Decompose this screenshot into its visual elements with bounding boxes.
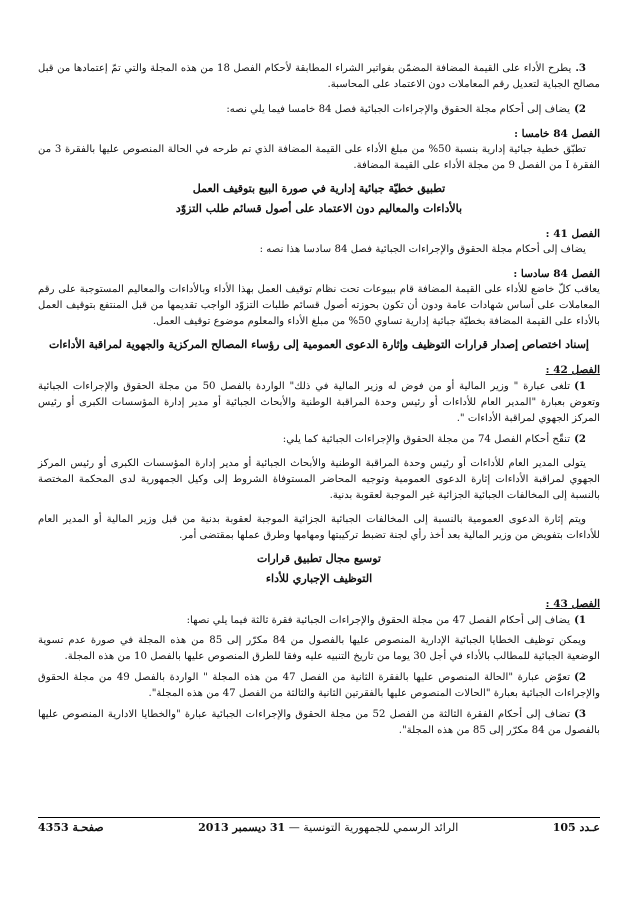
page-number: صفحـة 4353 bbox=[38, 821, 104, 834]
item-text: تعوّض عبارة "الحالة المنصوص عليها بالفقرة الثانية من الفصل 47 من هذه المجلة " الواردة بالفصل 49 من مجلة الحقوق والإجراءات الجبائية بعبارة "الحالات المنصوص عليها بالفقرتين الثانية والثالثة من الفصل 47 من هذه المجلة". bbox=[38, 672, 600, 699]
chapter-42-item-1 bbox=[38, 378, 600, 427]
item-number: 2) bbox=[574, 433, 586, 445]
item-text: تلغى عبارة " وزير المالية أو من فوض له وزير المالية في ذلك" الواردة بالفصل 50 من مجلة الحقوق والإجراءات الجبائية وتعوض بعبارة "المدير العام للأداءات أو رئيس وحدة المراقبة الوطنية والأبحاث الجبائية أو مدير إدارة المؤسسات الكبرى أو رئيس المركز الجهوي لمراقبة الأداءات ". bbox=[38, 381, 600, 424]
chapter-84-5-heading: الفصل 84 خامسا : bbox=[514, 128, 600, 140]
chapter-43-quote: ويمكن توظيف الخطايا الجبائية الإدارية المنصوص عليها بالفصول من 84 مكرّر إلى 85 من هذه المجلة في صورة عدم تسوية الوضعية الجبائية للمطالب بالأداء في أجل 30 يوما من تاريخ التنبيه عليه وفقا للطرق المنصوص عليها بالفصل 10 من هذه المجلة. bbox=[38, 635, 600, 662]
issue-number: عـدد 105 bbox=[552, 821, 600, 834]
chapter-84-6-text: يعاقب كلّ خاضع للأداء على القيمة المضافة قام ببيوعات تحت نظام توقيف العمل بهذا الأداء وبالأداءات والمعاليم المستوجبة على رقم المعاملات على أساس شهادات عامة ودون أن تكون بحوزته أصول قسائم طلبات التزوّد الواجب تقديمها من قبل المنتفع بتوقيف العمل بالأداء على القيمة المضافة بخطيّة جبائية إدارية تساوي 50% من مبلغ الأداء والمعلوم موضوع توقيف العمل. bbox=[38, 284, 600, 327]
item-number: 1) bbox=[574, 380, 587, 392]
section-title-c-line2: التوظيف الإجباري للأداء bbox=[265, 572, 373, 585]
journal-name: الرائد الرسمي للجمهورية التونسية — bbox=[288, 821, 459, 834]
chapter-43-item-1 bbox=[38, 612, 600, 629]
section-title-c-line1: توسيع مجال تطبيق قرارات bbox=[257, 552, 381, 565]
publication-date: 31 ديسمبر 2013 bbox=[198, 821, 286, 834]
paragraph-3 bbox=[38, 60, 600, 93]
item-number: 2) bbox=[574, 671, 586, 683]
chapter-43-item-3 bbox=[38, 706, 600, 739]
chapter-43-heading: الفصل 43 : bbox=[545, 598, 600, 610]
paragraph-2 bbox=[38, 101, 600, 118]
item-number: 3. bbox=[575, 62, 586, 74]
journal-line bbox=[198, 821, 458, 834]
item-text: يضاف إلى أحكام الفصل 47 من مجلة الحقوق والإجراءات الجبائية فقرة ثالثة فيما يلي نصها: bbox=[186, 615, 571, 626]
item-number: 1) bbox=[574, 614, 586, 626]
chapter-42-quote-2: ويتم إثارة الدعوى العمومية بالنسبة إلى المخالفات الجبائية الجزائية الموجبة لعقوبة بدنية من قبل وزير المالية أو المدير العام للأداءات بتفويض من وزير المالية بعد أخذ رأي لجنة تضبط تركيبتها ومهامها وطرق عملها بمقتضى أمر. bbox=[38, 514, 600, 541]
section-title-a-line2: بالأداءات والمعاليم دون الاعتماد على أصول قسائم طلب التزوّد bbox=[175, 202, 463, 215]
chapter-84-5-text: تطبّق خطية جبائية إدارية بنسبة 50% من مبلغ الأداء على القيمة المضافة الذي تم طرحه في الحالة المنصوص عليها بالفقرة 3 من الفقرة I من الفصل 9 من مجلة الأداء على القيمة المضافة. bbox=[38, 144, 600, 171]
chapter-84-6-heading: الفصل 84 سادسا : bbox=[513, 268, 600, 280]
section-title-a-line1: تطبيق خطيّة جبائية إدارية في صورة البيع بتوقيف العمل bbox=[192, 182, 446, 195]
paragraph-text: يطرح الأداء على القيمة المضافة المضمّن بفواتير الشراء المطابقة لأحكام الفصل 18 من هذه المجلة والتي تمّ إعتمادها من قبل مصالح الجباية لتعديل رقم المعاملات دون الاعتماد على المحاسبة. bbox=[38, 63, 600, 90]
item-text: تنقّح أحكام الفصل 74 من مجلة الحقوق والإجراءات الجبائية كما يلي: bbox=[282, 434, 571, 445]
chapter-43-item-2 bbox=[38, 669, 600, 702]
chapter-42-quote-1: يتولى المدير العام للأداءات أو رئيس وحدة المراقبة الوطنية والأبحاث الجبائية أو مدير إدارة المؤسسات الكبرى أو رئيس المركز الجهوي لمراقبة الأداءات إثارة الدعوى العمومية وتوجيه المحاضر المستوفاة الشروط إلى وكيل الجمهورية لدى المحكمة المختصة بالنسبة إلى المخالفات الجبائية الجزائية غير الموجبة لعقوبة بدنية. bbox=[38, 458, 600, 501]
chapter-42-heading: الفصل 42 : bbox=[545, 364, 600, 376]
chapter-41-heading: الفصل 41 : bbox=[545, 228, 600, 240]
paragraph-text: يضاف إلى أحكام مجلة الحقوق والإجراءات الجبائية فصل 84 خامسا فيما يلي نصه: bbox=[226, 104, 571, 115]
item-number: 2) bbox=[574, 103, 586, 115]
item-text: تضاف إلى أحكام الفقرة الثالثة من الفصل 52 من مجلة الحقوق والإجراءات الجبائية عبارة "والخطايا الادارية المنصوص عليها بالفصول من 84 مكرّر إلى 85 من هذه المجلة". bbox=[38, 709, 600, 736]
item-number: 3) bbox=[574, 708, 586, 720]
page-footer bbox=[38, 817, 600, 834]
chapter-41-text: يضاف إلى أحكام مجلة الحقوق والإجراءات الجبائية فصل 84 سادسا هذا نصه : bbox=[259, 244, 586, 255]
section-title-b: إسناد اختصاص إصدار قرارات التوظيف وإثارة الدعوى العمومية إلى رؤساء المصالح المركزية والجهوية لمراقبة الأداءات bbox=[49, 338, 589, 351]
chapter-42-item-2 bbox=[38, 431, 600, 448]
